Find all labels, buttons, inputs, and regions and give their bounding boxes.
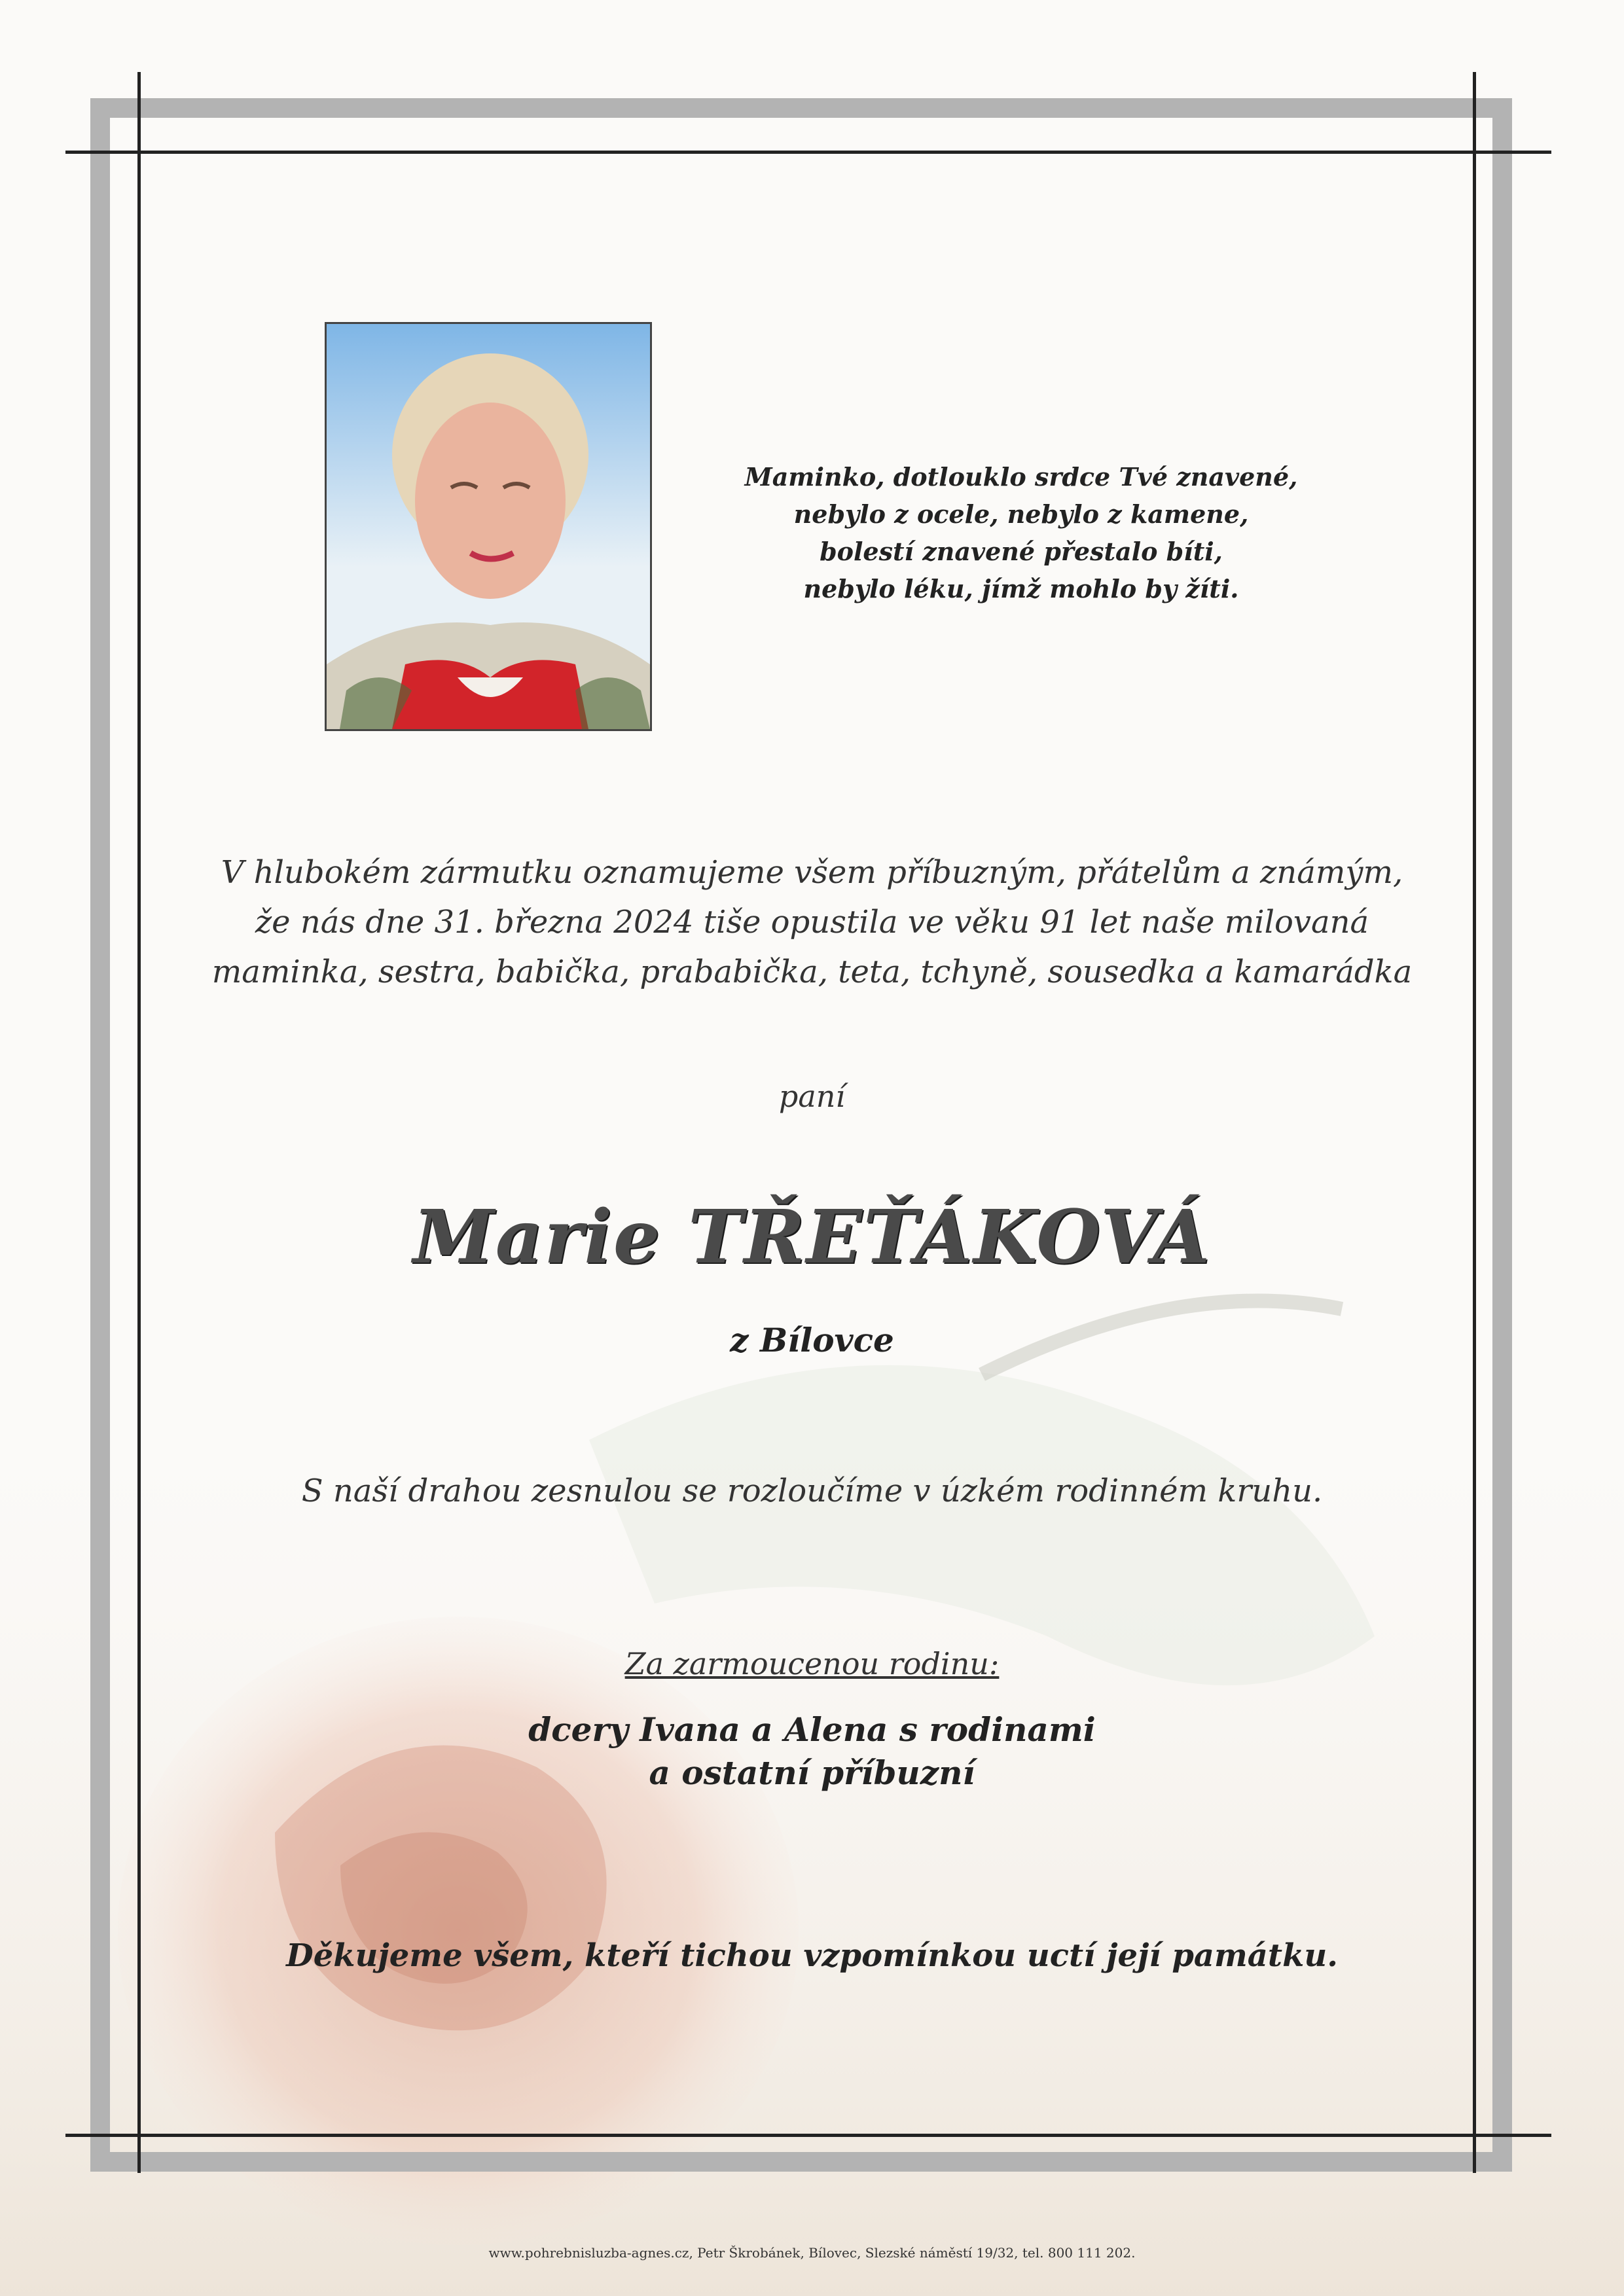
- family-list: [0, 1708, 1624, 1795]
- left-rule: [137, 72, 141, 2173]
- announcement: [0, 848, 1624, 997]
- salutation: paní: [778, 1079, 846, 1114]
- family-line: dcery Ivana a Alena s rodinami: [528, 1710, 1096, 1749]
- farewell-text: S naší drahou zesnulou se rozloučíme v úzkém rodinném kruhu.: [301, 1473, 1323, 1509]
- portrait-photo: [325, 322, 652, 731]
- bottom-rule: [65, 2134, 1551, 2137]
- announcement-line: maminka, sestra, babička, prababička, teta, tchyně, sousedka a kamarádka: [211, 954, 1413, 990]
- announcement-line: V hlubokém zármutku oznamujeme všem příbuzným, přátelům a známým,: [221, 854, 1403, 891]
- family-line: a ostatní příbuzní: [649, 1753, 975, 1792]
- top-rule: [65, 151, 1551, 154]
- right-rule: [1473, 72, 1476, 2173]
- grey-frame: [90, 98, 1512, 2172]
- poem: [733, 458, 1309, 607]
- poem-line: nebylo z ocele, nebylo z kamene,: [793, 499, 1249, 529]
- footer-contact: www.pohrebnisluzba-agnes.cz, Petr Škrobánek, Bílovec, Slezské náměstí 19/32, tel. 800 111 202.: [488, 2245, 1136, 2261]
- thanks-text: Děkujeme všem, kteří tichou vzpomínkou uctí její památku.: [286, 1937, 1338, 1974]
- family-heading: Za zarmoucenou rodinu:: [624, 1646, 1000, 1681]
- deceased-name: Marie TŘEŤÁKOVÁ: [412, 1194, 1212, 1280]
- poem-line: Maminko, dotlouklo srdce Tvé znavené,: [744, 462, 1298, 492]
- origin: z Bílovce: [730, 1321, 894, 1359]
- announcement-line: že nás dne 31. března 2024 tiše opustila ve věku 91 let naše milovaná: [255, 904, 1369, 941]
- poem-line: nebylo léku, jímž mohlo by žíti.: [803, 574, 1239, 603]
- poem-line: bolestí znavené přestalo bíti,: [820, 537, 1223, 566]
